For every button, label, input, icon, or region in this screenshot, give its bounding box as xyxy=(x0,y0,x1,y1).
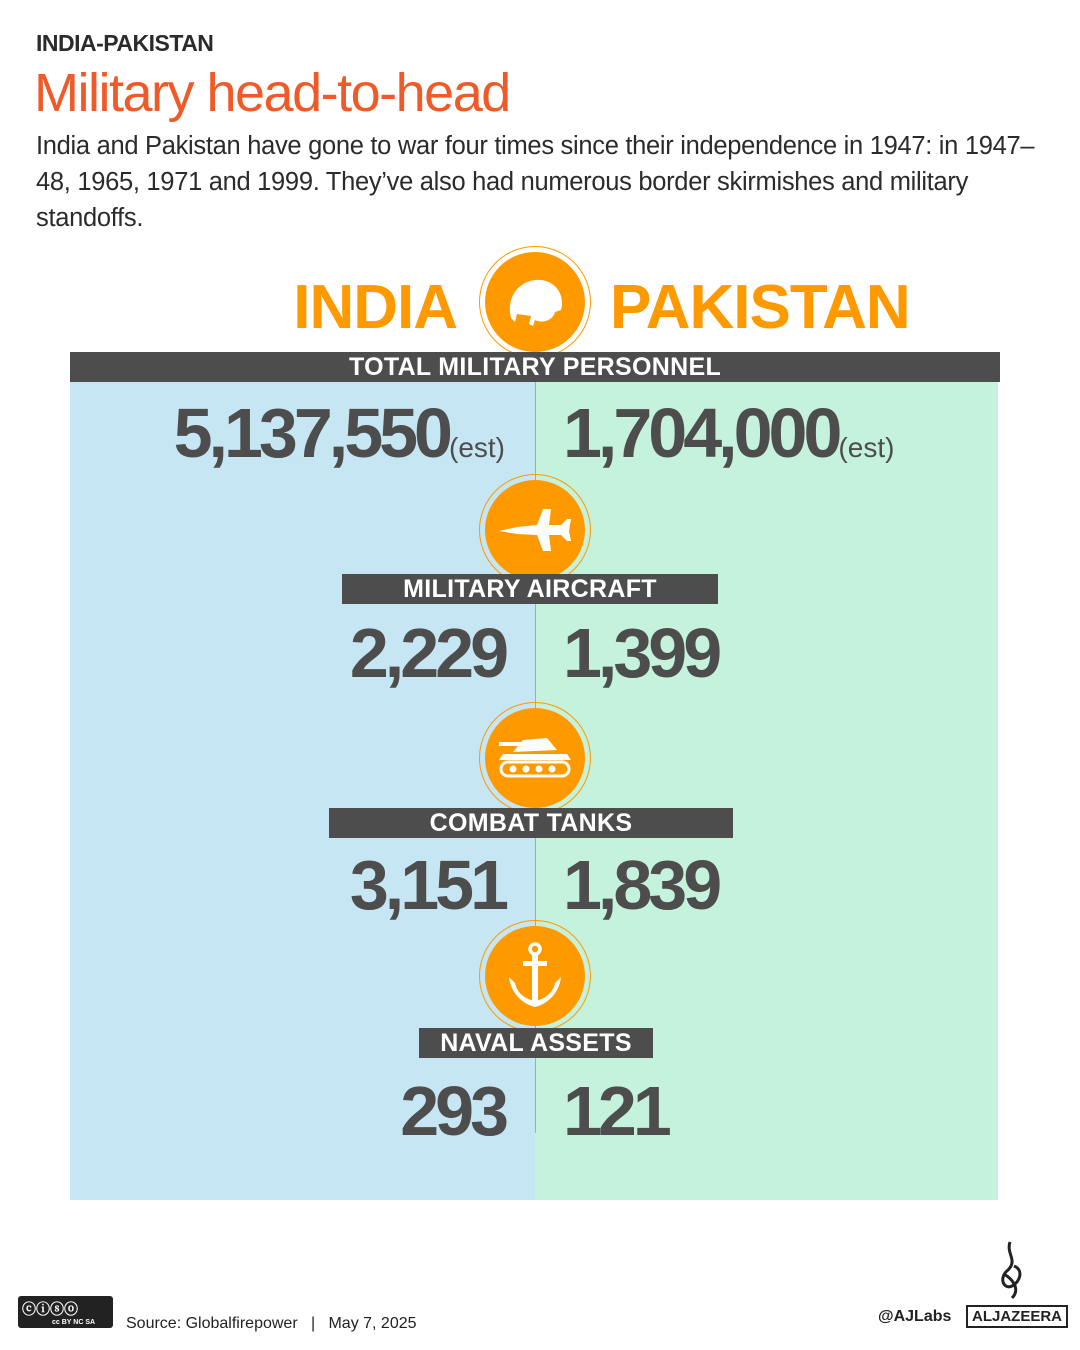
intro-text: India and Pakistan have gone to war four times since their independence in 1947: in 1947–48, 1965, 1971 and 1999. They’ve also had numerous border skirmishes and military standoffs. xyxy=(36,132,1035,232)
value: 5,137,550 xyxy=(173,394,449,472)
source: Source: Globalfirepower xyxy=(126,1315,298,1332)
pakistan-naval-value: 121 xyxy=(563,1072,668,1150)
india-heading: INDIA xyxy=(293,273,457,342)
source-line: Source: Globalfirepower | May 7, 2025 xyxy=(126,1315,417,1332)
section-bar-aircraft: MILITARY AIRCRAFT xyxy=(342,574,718,604)
india-tanks-value: 3,151 xyxy=(349,846,505,924)
kicker: INDIA-PAKISTAN xyxy=(36,30,214,56)
pakistan-heading: PAKISTAN xyxy=(610,273,910,342)
est-label: (est) xyxy=(838,432,895,463)
india-aircraft-value: 2,229 xyxy=(349,614,505,692)
india-personnel-value xyxy=(173,394,505,472)
pakistan-tanks-value: 1,839 xyxy=(563,846,719,924)
date: May 7, 2025 xyxy=(328,1315,417,1332)
india-naval-value: 293 xyxy=(400,1072,505,1150)
fighter-jet-icon xyxy=(479,474,591,586)
aljazeera-logo: ALJAZEERA xyxy=(966,1305,1068,1328)
est-label: (est) xyxy=(449,432,505,463)
license-label: cc BY NC SA xyxy=(52,1319,96,1326)
value: 1,704,000 xyxy=(563,394,839,472)
ajlabs-handle: @AJLabs xyxy=(878,1308,952,1325)
pakistan-aircraft-value: 1,399 xyxy=(563,614,719,692)
tank-icon xyxy=(479,702,591,814)
creative-commons-logo: ⓒⓘⓢⓞ cc BY NC SA xyxy=(18,1296,113,1328)
page-title: Military head-to-head xyxy=(34,63,510,123)
section-bar-tanks: COMBAT TANKS xyxy=(329,808,733,838)
anchor-icon xyxy=(479,920,591,1032)
aljazeera-calligraphy-logo xyxy=(990,1240,1030,1300)
section-bar-personnel: TOTAL MILITARY PERSONNEL xyxy=(70,352,1000,382)
pakistan-personnel-value xyxy=(563,394,895,472)
helmet-icon xyxy=(479,246,591,358)
section-bar-naval: NAVAL ASSETS xyxy=(419,1028,653,1058)
